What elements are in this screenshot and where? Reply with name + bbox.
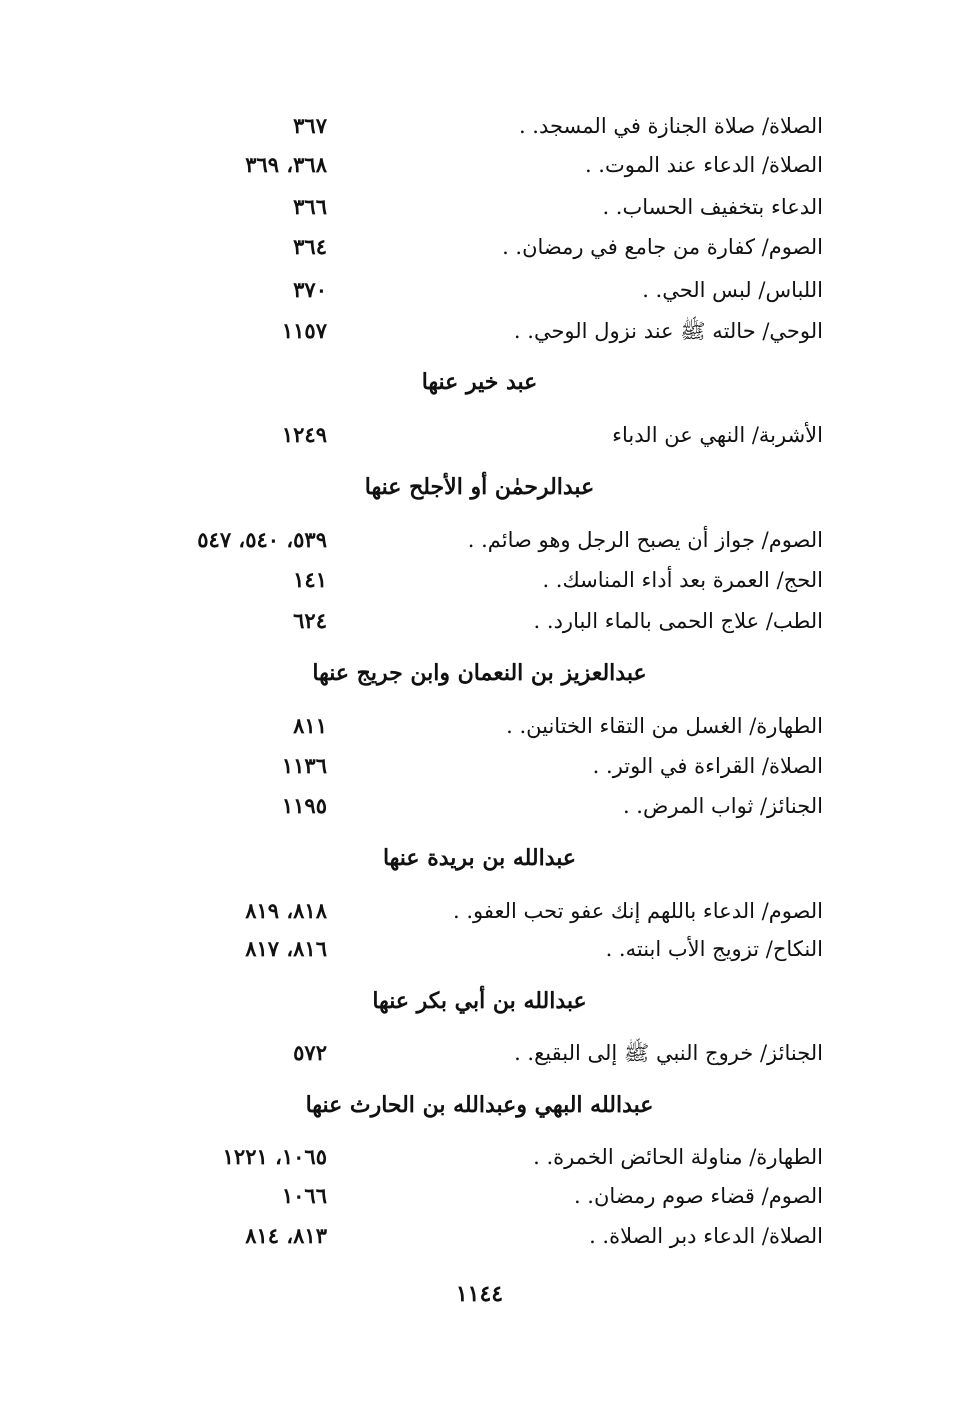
index-entry [0,601,959,641]
section-heading: عبد خير عنها [421,369,538,395]
entry-topic: الحج/ العمرة بعد أداء المناسك. . [542,568,823,592]
index-entry [0,1216,959,1256]
entry-topic: الجنائز/ خروج النبي ﷺ إلى البقيع. . [514,1041,823,1065]
index-entry [0,1033,959,1073]
entry-topic: النكاح/ تزويج الأب ابنته. . [605,937,823,961]
entry-refs: ١١٣٦ [281,753,327,778]
index-entry [0,786,959,826]
entry-topic: اللباس/ لبس الحي. . [642,278,823,302]
entry-refs: ٣٦٨، ٣٦٩ [245,152,327,177]
index-entry [0,415,959,455]
index-entry [0,1176,959,1216]
section-heading: عبدالله بن أبي بكر عنها [372,988,587,1014]
entry-topic: الدعاء بتخفيف الحساب. . [602,195,823,219]
entry-topic: الصوم/ قضاء صوم رمضان. . [573,1184,823,1208]
index-entry [0,311,959,351]
entry-topic: الطهارة/ الغسل من التقاء الختانين. . [506,714,823,738]
entry-refs: ٣٦٧ [293,113,327,138]
entry-topic: الجنائز/ ثواب المرض. . [622,794,823,818]
index-entry [0,560,959,600]
section-heading: عبدالرحمٰن أو الأجلح عنها [364,474,595,500]
entry-topic: الوحي/ حالته ﷺ عند نزول الوحي. . [513,319,823,343]
entry-topic: الطب/ علاج الحمى بالماء البارد. . [533,609,823,633]
index-entry [0,106,959,146]
index-entry [0,706,959,746]
entry-refs: ٦٢٤ [293,608,327,633]
entry-topic: الصلاة/ الدعاء عند الموت. . [584,153,823,177]
section-heading: عبدالعزيز بن النعمان وابن جريج عنها [312,660,647,686]
entry-refs: ٥٧٢ [293,1040,327,1065]
entry-topic: الصلاة/ الدعاء دبر الصلاة. . [589,1224,823,1248]
entry-refs: ٨١٦، ٨١٧ [245,936,327,961]
entry-refs: ٣٦٦ [293,194,327,219]
index-entry [0,187,959,227]
entry-refs: ١١٥٧ [281,318,327,343]
index-entry [0,929,959,969]
index-entry [0,1137,959,1177]
entry-topic: الطهارة/ مناولة الحائض الخمرة. . [533,1145,823,1169]
entry-topic: الصوم/ كفارة من جامع في رمضان. . [502,235,823,259]
entry-topic: الصوم/ الدعاء باللهم إنك عفو تحب العفو. . [453,899,823,923]
entry-refs: ١٤١ [293,567,327,592]
entry-topic: الصوم/ جواز أن يصبح الرجل وهو صائم. . [467,528,823,552]
index-entry [0,270,959,310]
entry-refs: ٥٣٩، ٥٤٠، ٥٤٧ [197,527,327,552]
entry-refs: ١٢٤٩ [281,422,327,447]
index-entry [0,520,959,560]
index-entry [0,145,959,185]
entry-refs: ٨١٣، ٨١٤ [245,1223,327,1248]
index-entry [0,891,959,931]
entry-refs: ١٠٦٦ [281,1183,327,1208]
index-entry [0,746,959,786]
entry-refs: ٨١٨، ٨١٩ [245,898,327,923]
entry-topic: الصلاة/ القراءة في الوتر. . [592,754,823,778]
entry-refs: ٨١١ [293,713,327,738]
entry-topic: الصلاة/ صلاة الجنازة في المسجد. . [518,114,823,138]
section-heading: عبدالله بن بريدة عنها [382,845,577,871]
entry-refs: ١١٩٥ [281,793,327,818]
entry-refs: ١٠٦٥، ١٢٢١ [222,1144,327,1169]
entry-topic: الأشربة/ النهي عن الدباء [612,423,823,447]
index-entry [0,227,959,267]
entry-refs: ٣٦٤ [293,234,327,259]
page-number: ١١٤٤ [455,1281,504,1307]
section-heading: عبدالله البهي وعبدالله بن الحارث عنها [305,1092,654,1118]
entry-refs: ٣٧٠ [293,277,327,302]
